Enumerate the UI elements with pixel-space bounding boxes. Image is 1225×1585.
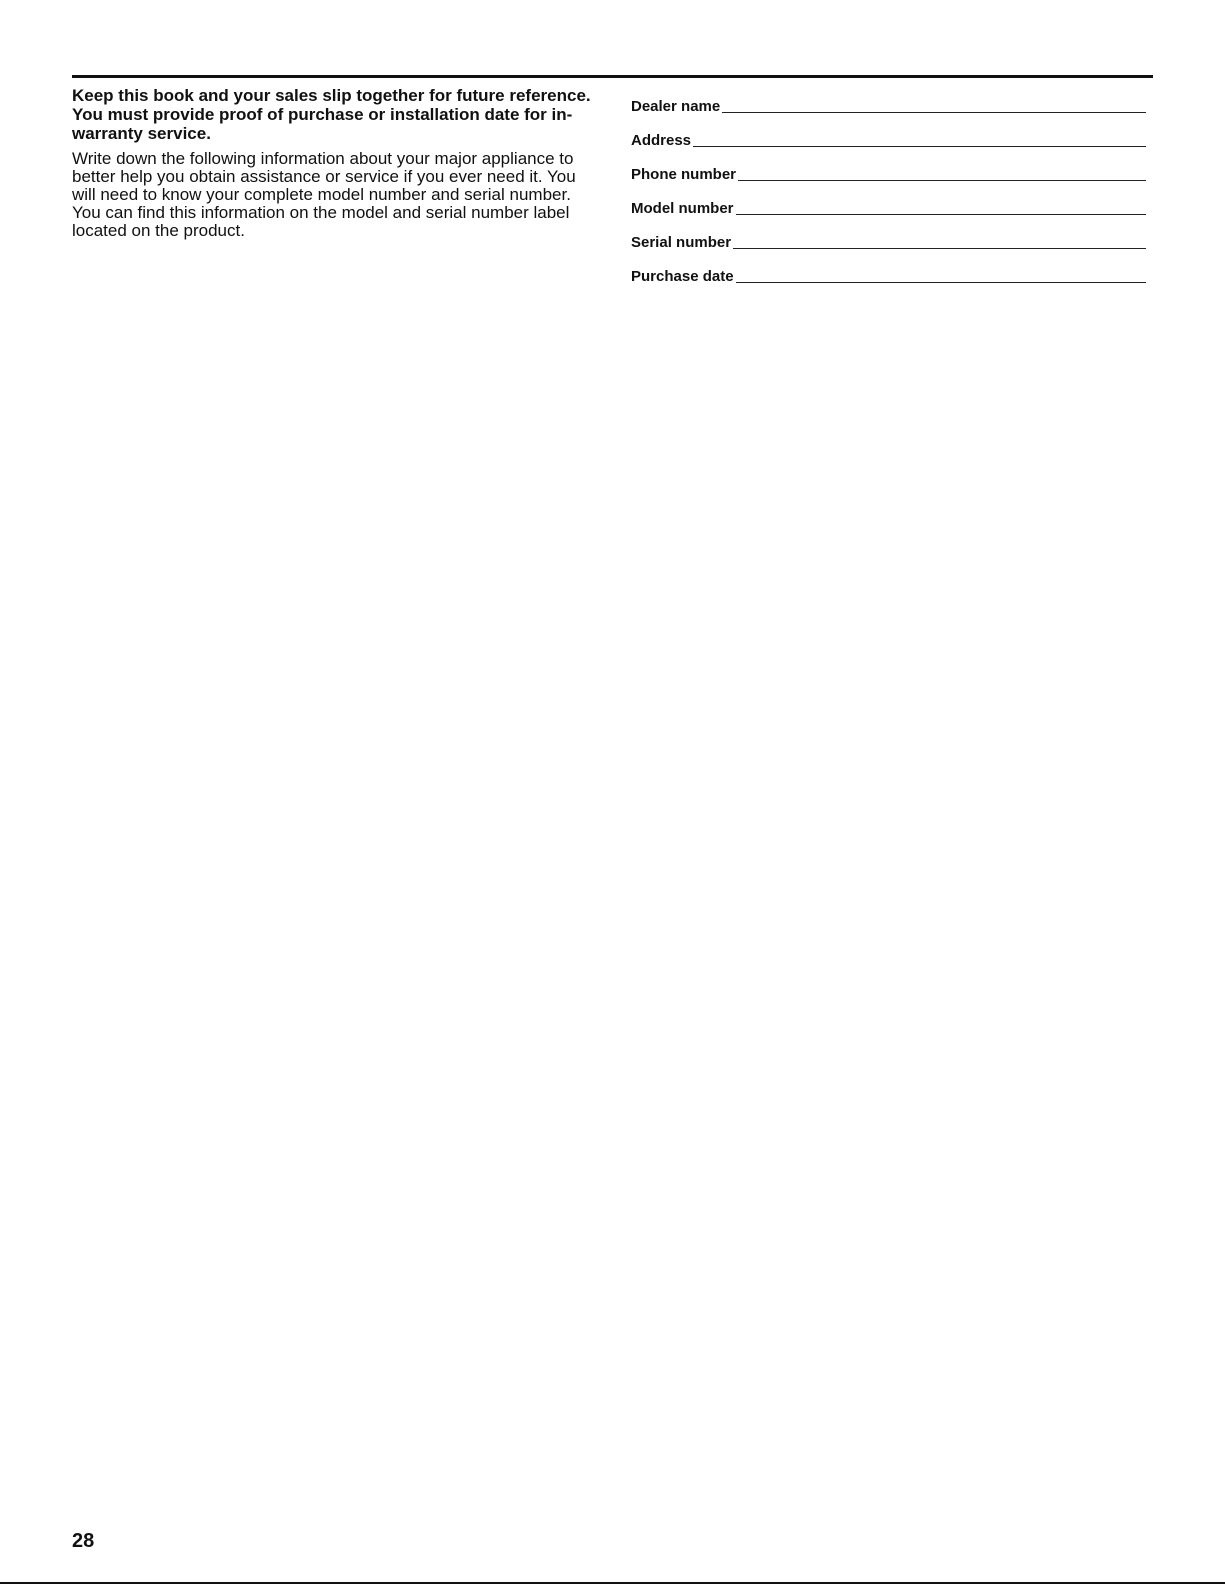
dealer-name-field: [631, 93, 1146, 115]
address-label: Address: [631, 132, 692, 149]
serial-number-blank[interactable]: [733, 247, 1146, 249]
page-number: 28: [72, 1530, 95, 1552]
intro-heading: Keep this book and your sales slip together for future reference. You must provide proof of purchase or installation date for in-warranty service.: [72, 86, 591, 143]
serial-number-field: [631, 217, 1146, 251]
model-number-field: [631, 183, 1146, 217]
model-number-blank[interactable]: [736, 213, 1146, 215]
bottom-divider: [0, 1582, 1225, 1584]
intro-section: [72, 86, 602, 240]
model-number-label: Model number: [631, 200, 734, 217]
top-divider: [72, 75, 1153, 78]
phone-number-label: Phone number: [631, 166, 737, 183]
dealer-name-label: Dealer name: [631, 98, 721, 115]
purchase-date-field: [631, 251, 1146, 285]
dealer-name-blank[interactable]: [722, 111, 1146, 113]
address-field: [631, 115, 1146, 149]
serial-number-label: Serial number: [631, 234, 732, 251]
purchase-date-label: Purchase date: [631, 268, 734, 285]
intro-paragraph: Write down the following information about your major appliance to better help you obtain assistance or service if you ever need it. You will need to know your complete model number and serial number. You can find this information on the model and serial number label located on the product.: [72, 149, 576, 240]
purchase-date-blank[interactable]: [736, 281, 1146, 283]
phone-number-field: [631, 149, 1146, 183]
address-blank[interactable]: [693, 145, 1146, 147]
phone-number-blank[interactable]: [738, 179, 1146, 181]
record-form: [631, 93, 1146, 285]
